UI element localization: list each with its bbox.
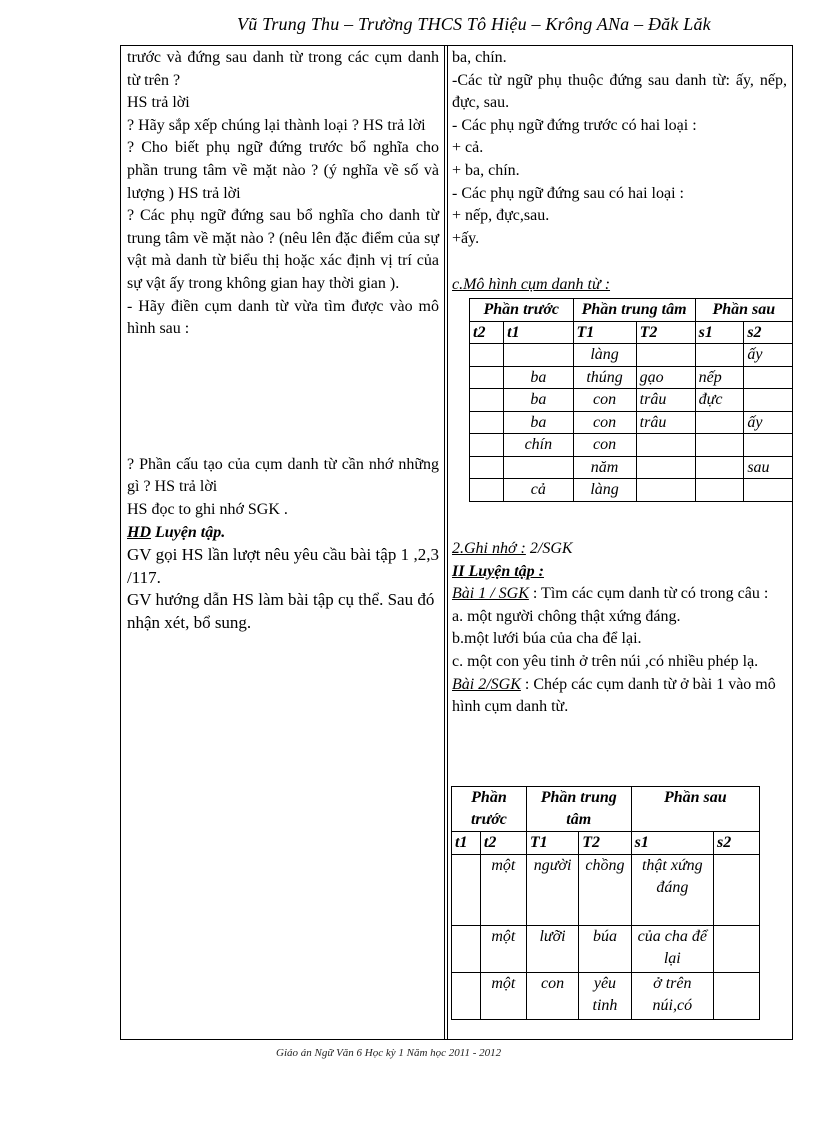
table-cell: ba	[504, 366, 573, 389]
practice-heading: HD Luyện tập.	[127, 523, 226, 541]
right-line: + cả.	[452, 139, 484, 157]
table-cell: trâu	[636, 411, 695, 434]
right-line: - Các phụ ngữ đứng sau có hai loại :	[452, 184, 684, 202]
left-paragraph: HS đọc to ghi nhớ SGK .	[127, 500, 288, 518]
group-header: Phần trung tâm	[573, 299, 695, 322]
table-row	[452, 973, 760, 1020]
table-cell: con	[573, 434, 636, 457]
table-cell	[470, 456, 504, 479]
group-header: Phần sau	[631, 787, 759, 832]
table-cell: thật xứng đáng	[631, 855, 713, 926]
table-row	[470, 344, 793, 367]
left-paragraph: GV gọi HS lần lượt nêu yêu cầu bài tập 1 ,2,3 /117.	[127, 545, 439, 587]
table-cell: làng	[573, 479, 636, 502]
table-cell	[695, 456, 744, 479]
table-cell: ấy	[744, 411, 793, 434]
table-cell	[504, 456, 573, 479]
table-cell	[744, 366, 793, 389]
table-row	[470, 366, 793, 389]
exercise-2: Bài 2/SGK : Chép các cụm danh từ ở bài 1 vào mô hình cụm danh từ.	[452, 675, 776, 716]
table-cell	[470, 479, 504, 502]
column-header: t2	[480, 832, 526, 855]
table-cell	[452, 926, 481, 973]
table-cell: đực	[695, 389, 744, 412]
table-cell: của cha để lại	[631, 926, 713, 973]
column-header: s1	[695, 321, 744, 344]
left-paragraph: ? Các phụ ngữ đứng sau bổ nghĩa cho danh từ trung tâm về mặt nào ? (nêu lên đặc điểm của sự vật mà danh từ biểu thị hoặc xác định vị trí của sự vật ấy trong không gian hay thời gian ).	[127, 207, 439, 292]
left-paragraph: ? Hãy sắp xếp chúng lại thành loại ? HS trả lời	[127, 116, 426, 134]
left-paragraph: HS trả lời	[127, 94, 190, 112]
group-header: Phần trung tâm	[526, 787, 631, 832]
content-column	[452, 47, 787, 297]
table-cell	[470, 366, 504, 389]
column-header: s2	[713, 832, 759, 855]
table-cell: ấy	[744, 344, 793, 367]
left-paragraph: - Hãy điền cụm danh từ vừa tìm được vào mô hình sau :	[127, 297, 439, 338]
table-cell	[744, 479, 793, 502]
table-cell: một	[480, 973, 526, 1020]
column-divider	[444, 45, 448, 1040]
table-cell: nếp	[695, 366, 744, 389]
table-row	[452, 926, 760, 973]
table-cell: gạo	[636, 366, 695, 389]
section-heading: II Luyện tập :	[452, 562, 544, 580]
table-cell: cả	[504, 479, 573, 502]
table-cell	[504, 344, 573, 367]
table-cell	[470, 389, 504, 412]
table-cell	[452, 973, 481, 1020]
right-line: ba, chín.	[452, 49, 507, 66]
left-paragraph: GV hướng dẫn HS làm bài tập cụ thể. Sau đó nhận xét, bổ sung.	[127, 590, 435, 632]
left-paragraph: ? Phần cấu tạo của cụm danh từ cần nhớ những gì ? HS trả lời	[127, 455, 439, 496]
table-cell: một	[480, 855, 526, 926]
table-cell	[470, 411, 504, 434]
group-header: Phần trước	[470, 299, 574, 322]
column-header: s2	[744, 321, 793, 344]
table-row	[470, 434, 793, 457]
page-header: Vũ Trung Thu – Trường THCS Tô Hiệu – Krông ANa – Đăk Lăk	[237, 14, 711, 34]
right-line: -Các từ ngữ phụ thuộc đứng sau danh từ: ấy, nếp, đực, sau.	[452, 71, 787, 112]
table-cell: năm	[573, 456, 636, 479]
table-cell: ở trên núi,có	[631, 973, 713, 1020]
column-header: t1	[504, 321, 573, 344]
table-cell	[636, 344, 695, 367]
table-cell: người	[526, 855, 578, 926]
table-cell: con	[526, 973, 578, 1020]
table-cell: sau	[744, 456, 793, 479]
table-cell: lưỡi	[526, 926, 578, 973]
model-title: c.Mô hình cụm danh từ :	[452, 276, 611, 294]
table-cell	[744, 389, 793, 412]
noun-phrase-model-table	[469, 298, 793, 502]
column-header: t1	[452, 832, 481, 855]
table-cell: con	[573, 411, 636, 434]
table-cell: trâu	[636, 389, 695, 412]
table-row	[470, 456, 793, 479]
column-header: T2	[579, 832, 631, 855]
table-cell	[636, 434, 695, 457]
table-cell	[695, 479, 744, 502]
table-row	[470, 389, 793, 412]
table-cell: con	[573, 389, 636, 412]
teacher-activity-column	[127, 47, 439, 634]
table-cell	[470, 344, 504, 367]
table-cell: yêu tinh	[579, 973, 631, 1020]
table-cell	[695, 434, 744, 457]
right-line: + nếp, đực,sau.	[452, 207, 550, 225]
column-header: T1	[573, 321, 636, 344]
table-cell	[713, 855, 759, 926]
table-cell	[452, 855, 481, 926]
left-paragraph: trước và đứng sau danh từ trong các cụm danh từ trên ?	[127, 49, 439, 89]
table-cell: ba	[504, 389, 573, 412]
exercise-model-table	[451, 786, 760, 1020]
page-footer: Giáo án Ngữ Văn 6 Học kỳ 1 Năm học 2011 - 2012	[276, 1047, 502, 1059]
right-line: + ba, chín.	[452, 161, 520, 179]
table-cell	[695, 344, 744, 367]
table-cell	[713, 973, 759, 1020]
exercise-section	[452, 538, 787, 719]
table-cell: búa	[579, 926, 631, 973]
example-c: c. một con yêu tinh ở trên núi ,có nhiều phép lạ.	[452, 652, 759, 670]
table-cell	[636, 456, 695, 479]
ghi-nho: 2.Ghi nhớ : 2/SGK	[452, 540, 573, 557]
table-cell: chín	[504, 434, 573, 457]
table-cell: làng	[573, 344, 636, 367]
column-header: T2	[636, 321, 695, 344]
table-cell	[636, 479, 695, 502]
group-header: Phần trước	[452, 787, 527, 832]
table-cell: ba	[504, 411, 573, 434]
table-cell: thúng	[573, 366, 636, 389]
table-cell	[713, 926, 759, 973]
exercise-1: Bài 1 / SGK : Tìm các cụm danh từ có trong câu :	[452, 585, 769, 603]
table-row	[470, 479, 793, 502]
table-cell	[744, 434, 793, 457]
table-cell	[695, 411, 744, 434]
example-b: b.một lưới búa của cha để lại.	[452, 630, 642, 648]
table-cell: một	[480, 926, 526, 973]
group-header: Phần sau	[695, 299, 792, 322]
table-row	[470, 411, 793, 434]
table-row	[452, 855, 760, 926]
table-cell: chồng	[579, 855, 631, 926]
example-a: a. một người chông thật xứng đáng.	[452, 607, 681, 625]
left-paragraph: ? Cho biết phụ ngữ đứng trước bổ nghĩa cho phần trung tâm về mặt nào ? (ý nghĩa về số và lượng ) HS trả lời	[127, 139, 439, 202]
column-header: T1	[526, 832, 578, 855]
column-header: t2	[470, 321, 504, 344]
right-line: +ấy.	[452, 229, 480, 247]
right-line: - Các phụ ngữ đứng trước có hai loại :	[452, 116, 697, 134]
column-header: s1	[631, 832, 713, 855]
table-cell	[470, 434, 504, 457]
